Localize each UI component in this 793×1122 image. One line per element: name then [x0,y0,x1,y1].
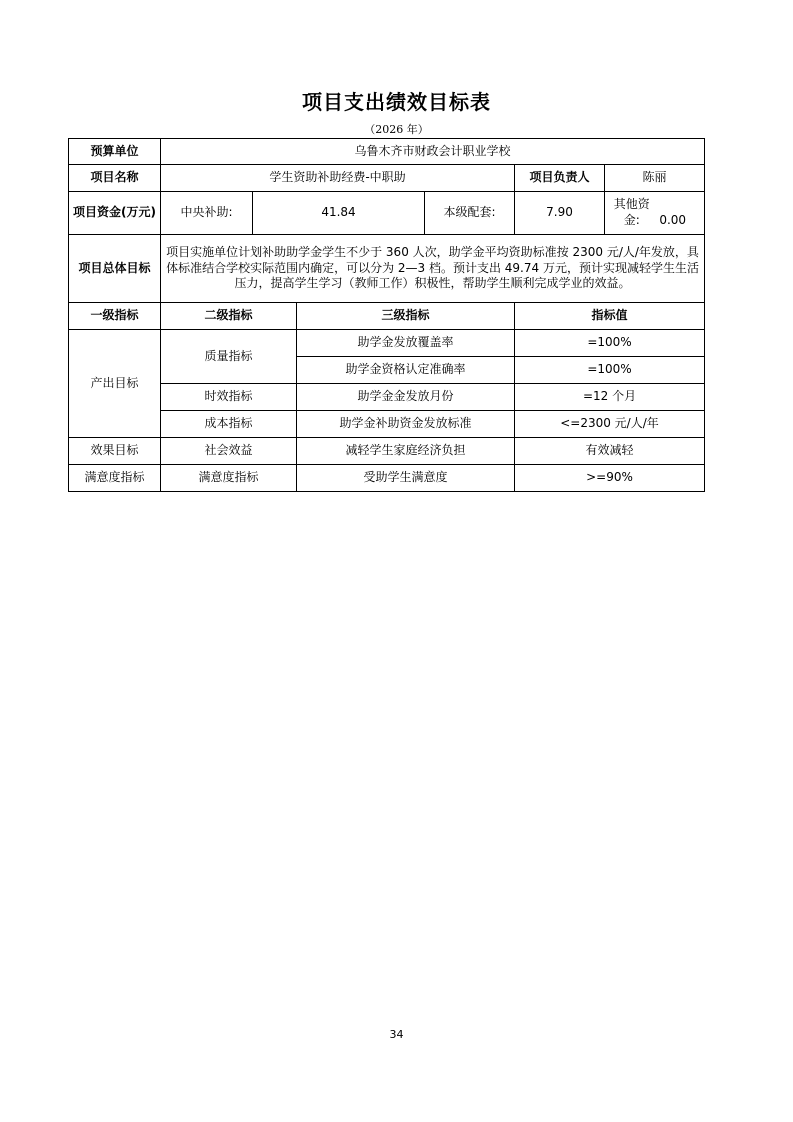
indicator-level1: 产出目标 [69,330,161,438]
local-funds-label: 本级配套: [425,192,515,235]
project-leader-value: 陈丽 [605,165,705,192]
indicator-level3: 助学金发放覆盖率 [297,330,515,357]
overall-goal-label: 项目总体目标 [69,235,161,303]
header-level3: 三级指标 [297,303,515,330]
indicator-level3: 减轻学生家庭经济负担 [297,438,515,465]
project-name-value: 学生资助补助经费-中职助 [161,165,515,192]
header-value: 指标值 [515,303,705,330]
funds-label: 项目资金(万元) [69,192,161,235]
project-leader-label: 项目负责人 [515,165,605,192]
indicator-value: =12 个月 [515,384,705,411]
budget-unit-value: 乌鲁木齐市财政会计职业学校 [161,139,705,165]
indicator-level3: 助学金资格认定准确率 [297,357,515,384]
indicator-level2: 质量指标 [161,330,297,384]
performance-table [68,138,705,492]
overall-goal-text: 项目实施单位计划补助助学金学生不少于 360 人次，助学金平均资助标准按 2300 元/人/年发放，具体标准结合学校实际范围内确定，可以分为 2—3 档。预计支出 49.74 万元，预计实现减轻学生生活压力，提高学生学习（教师工作）积极性，帮助学生顺利完成学业的效益。 [161,235,705,303]
page-number: 34 [389,1028,404,1041]
indicator-level3: 助学金补助资金发放标准 [297,411,515,438]
local-funds-value: 7.90 [515,192,605,235]
indicator-level2: 满意度指标 [161,465,297,492]
central-funds-label: 中央补助: [161,192,253,235]
other-funds-value: 0.00 [659,213,687,227]
header-level2: 二级指标 [161,303,297,330]
indicator-value: 有效减轻 [515,438,705,465]
indicator-level1: 效果目标 [69,438,161,465]
indicator-value: <=2300 元/人/年 [515,411,705,438]
indicator-value: =100% [515,330,705,357]
central-funds-value: 41.84 [253,192,425,235]
budget-unit-label: 预算单位 [69,139,161,165]
indicator-level2: 时效指标 [161,384,297,411]
indicator-value: >=90% [515,465,705,492]
indicator-level3: 受助学生满意度 [297,465,515,492]
indicator-level3: 助学金金发放月份 [297,384,515,411]
other-funds-cell [605,192,705,235]
other-funds-label: 其他资金: [613,197,650,227]
header-level1: 一级指标 [69,303,161,330]
indicator-level2: 成本指标 [161,411,297,438]
project-name-label: 项目名称 [69,165,161,192]
year-label: （2026 年） [364,123,429,136]
indicator-value: =100% [515,357,705,384]
page-title: 项目支出绩效目标表 [302,90,491,114]
indicator-level2: 社会效益 [161,438,297,465]
indicator-level1: 满意度指标 [69,465,161,492]
